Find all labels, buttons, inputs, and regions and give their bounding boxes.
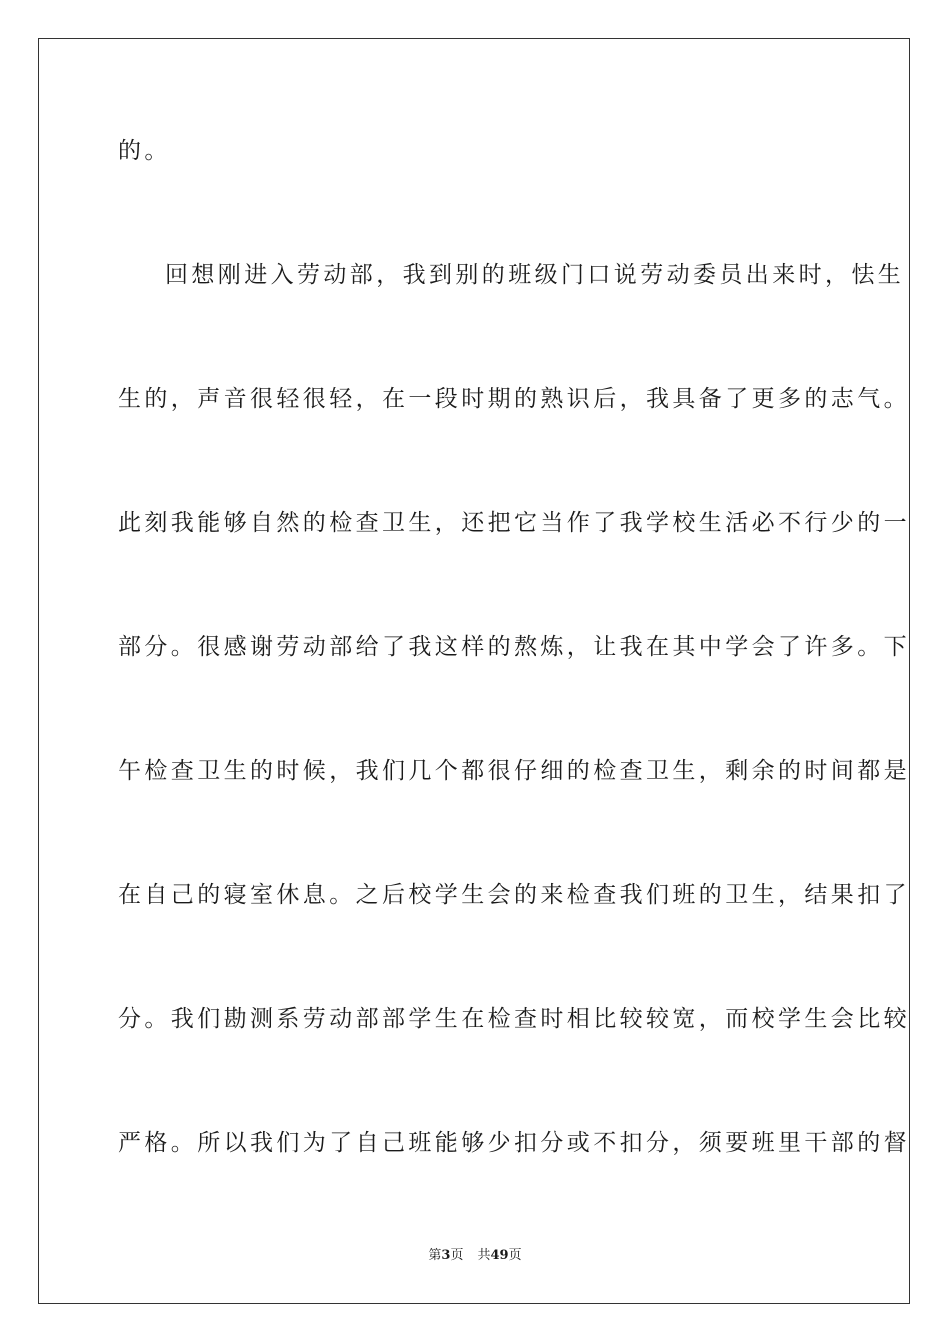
text-line: 此刻我能够自然的检查卫生，还把它当作了我学校生活必不行少的一: [118, 510, 910, 536]
text-line: 部分。很感谢劳动部给了我这样的熬炼，让我在其中学会了许多。下: [118, 634, 910, 660]
total-prefix: 共: [477, 1248, 491, 1263]
page-suffix: 页: [450, 1248, 464, 1263]
text-line: 严格。所以我们为了自己班能够少扣分或不扣分，须要班里干部的督: [118, 1130, 910, 1156]
text-line: 午检查卫生的时候，我们几个都很仔细的检查卫生，剩余的时间都是: [118, 758, 910, 784]
total-suffix: 页: [508, 1248, 522, 1263]
page-border: [38, 38, 910, 1304]
paragraph-first-line: 回想刚进入劳动部，我到别的班级门口说劳动委员出来时，怯生: [165, 262, 905, 288]
page-footer: [0, 1247, 950, 1265]
total-pages: 49: [490, 1248, 509, 1263]
text-line: 分。我们勘测系劳动部部学生在检查时相比较较宽，而校学生会比较: [118, 1006, 910, 1032]
page-number: 3: [441, 1248, 451, 1263]
text-line: 的。: [118, 138, 171, 164]
page-prefix: 第: [428, 1248, 442, 1263]
text-line: 生的，声音很轻很轻，在一段时期的熟识后，我具备了更多的志气。: [118, 386, 910, 412]
text-line: 在自己的寝室休息。之后校学生会的来检查我们班的卫生，结果扣了: [118, 882, 910, 908]
